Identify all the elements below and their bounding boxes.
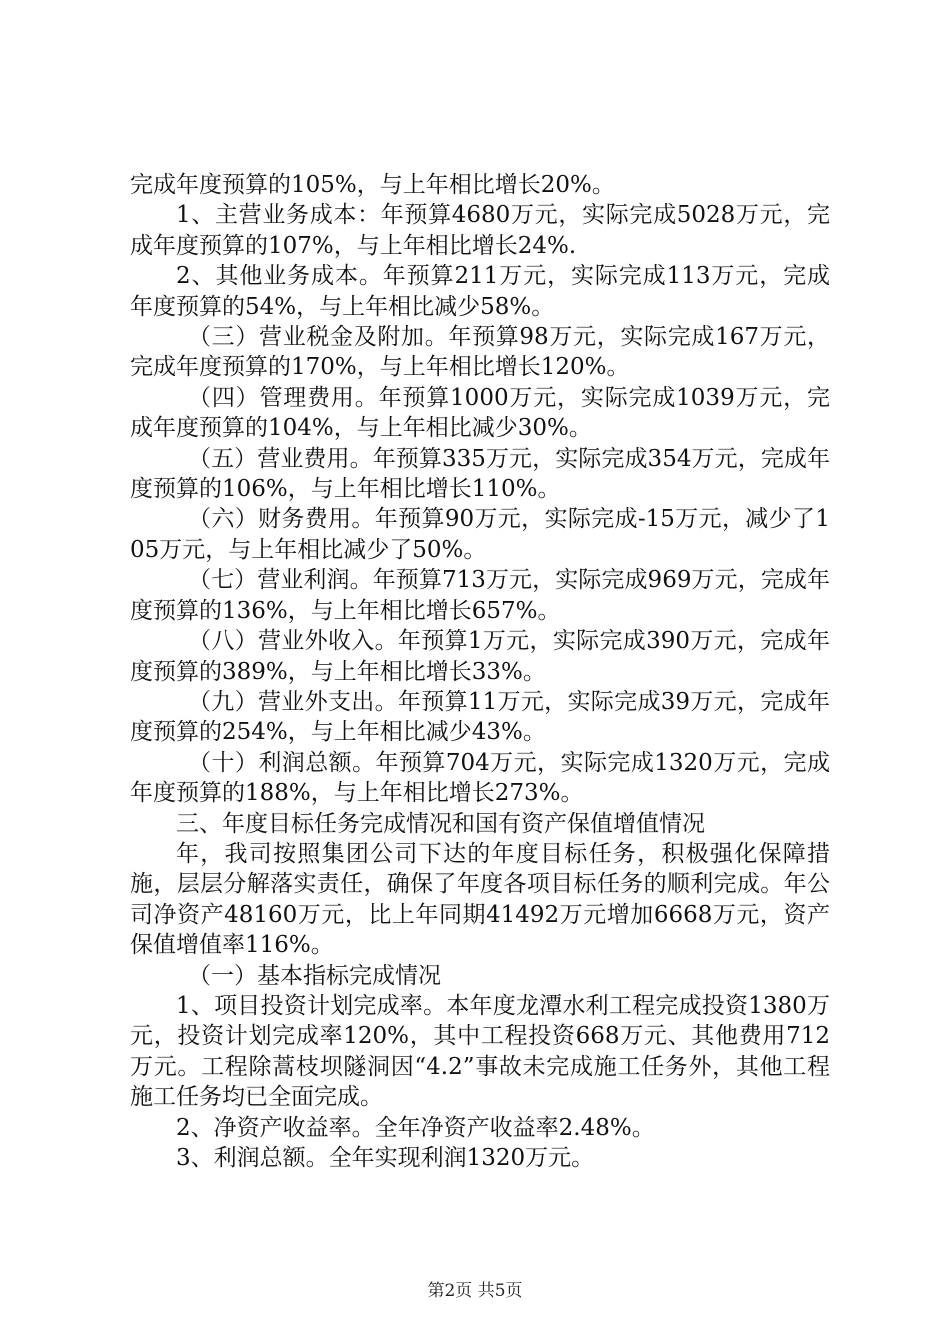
paragraph: （九）营业外支出。年预算11万元，实际完成39万元，完成年度预算的254%，与上年相比减少43%。 bbox=[130, 688, 830, 746]
paragraph: 2、其他业务成本。年预算211万元，实际完成113万元，完成年度预算的54%，与上年相比减少58%。 bbox=[130, 263, 830, 320]
document-body bbox=[130, 170, 830, 1173]
subsection-heading: （一）基本指标完成情况 bbox=[188, 962, 441, 989]
paragraph: （四）管理费用。年预算1000万元，实际完成1039万元，完成年度预算的104%，与上年相比减少30%。 bbox=[130, 384, 830, 442]
paragraph: （三）营业税金及附加。年预算98万元，实际完成167万元，完成年度预算的170%，与上年相比增长120%。 bbox=[130, 324, 830, 381]
paragraph: （十）利润总额。年预算704万元，实际完成1320万元，完成年度预算的188%，与上年相比增长273%。 bbox=[130, 749, 830, 807]
paragraph: 年，我司按照集团公司下达的年度目标任务，积极强化保障措施，层层分解落实责任，确保了年度各项目标任务的顺利完成。年公司净资产48160万元，比上年同期41492万元增加6668万元，资产保值增值率116%。 bbox=[130, 840, 830, 959]
paragraph: （八）营业外收入。年预算1万元，实际完成390万元，完成年度预算的389%，与上年相比增长33%。 bbox=[130, 628, 830, 685]
paragraph: 2、净资产收益率。全年净资产收益率2.48%。 bbox=[176, 1114, 655, 1141]
paragraph: 3、利润总额。全年实现利润1320万元。 bbox=[176, 1145, 595, 1171]
paragraph: 1、主营业务成本：年预算4680万元，实际完成5028万元，完成年度预算的107%，与上年相比增长24%. bbox=[130, 202, 830, 259]
paragraph: （六）财务费用。年预算90万元，实际完成-15万元，减少了105万元，与上年相比减少了50%。 bbox=[130, 506, 830, 563]
paragraph: 完成年度预算的105%，与上年相比增长20%。 bbox=[130, 172, 615, 198]
section-heading: 三、年度目标任务完成情况和国有资产保值增值情况 bbox=[176, 810, 705, 837]
paragraph: （七）营业利润。年预算713万元，实际完成969万元，完成年度预算的136%，与上年相比增长657%。 bbox=[130, 567, 830, 624]
page-footer: 第2页 共5页 bbox=[427, 1281, 523, 1301]
paragraph: （五）营业费用。年预算335万元，实际完成354万元，完成年度预算的106%，与上年相比增长110%。 bbox=[130, 445, 830, 503]
paragraph: 1、项目投资计划完成率。本年度龙潭水利工程完成投资1380万元，投资计划完成率120%，其中工程投资668万元、其他费用712万元。工程除蒿枝坝隧洞因“4.2”事故未完成施工任务外，其他工程施工任务均已全面完成。 bbox=[130, 992, 830, 1111]
